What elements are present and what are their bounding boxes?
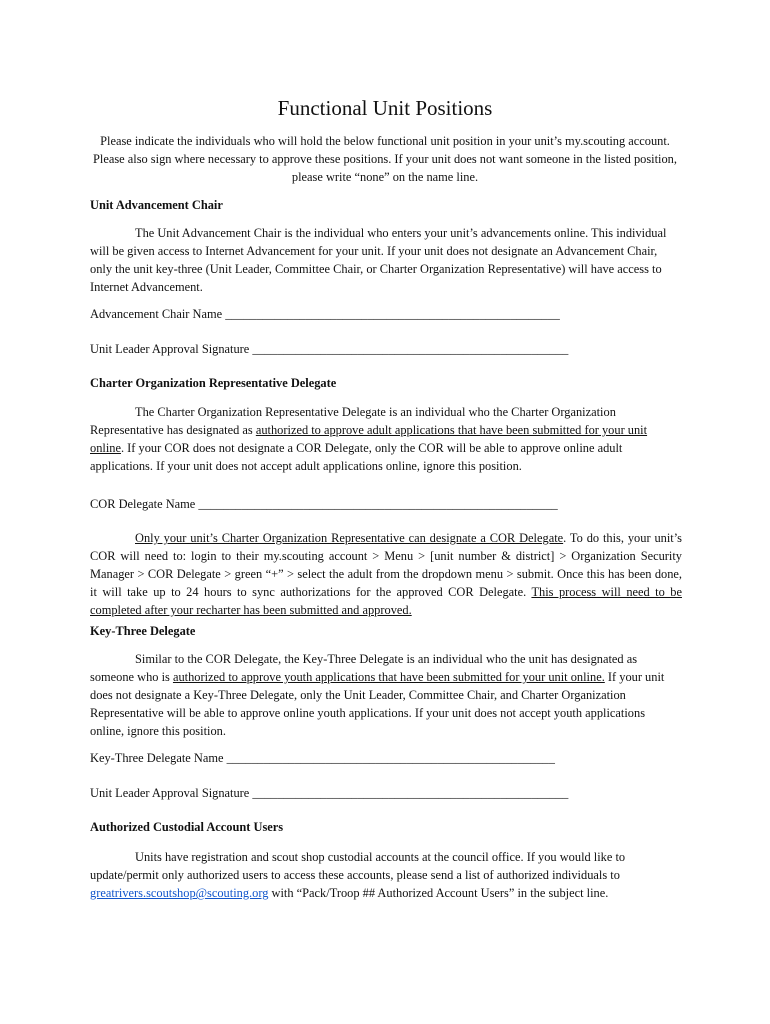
key-three-signature-line[interactable]: Unit Leader Approval Signature ___________________________________________________ (90, 786, 569, 800)
cor-delegate-name-line[interactable]: COR Delegate Name __________________________________________________________ (90, 497, 558, 511)
page-title: Functional Unit Positions (277, 96, 493, 120)
intro-paragraph: Please indicate the individuals who will hold the below functional unit position in your unit’s my.scouting account. Please also sign where necessary to approve these positions. If your unit does not want someone in the listed position, please write “none” on the name line. (93, 134, 677, 184)
advancement-signature-line[interactable]: Unit Leader Approval Signature ___________________________________________________ (90, 342, 569, 356)
cor-delegate-heading: Charter Organization Representative Delegate (90, 376, 337, 390)
custodial-paragraph: Units have registration and scout shop custodial accounts at the council office. If you would like to update/permit only authorized users to access these accounts, please send a list of authorized individuals to greatrivers.scoutshop@scouting.org with “Pack/Troop ## Authorized Account Users” in the subject line. (90, 850, 626, 900)
cor-only-note: Only your unit’s Charter Organization Representative can designate a COR Delegate (135, 531, 564, 545)
cor-delegate-instructions: Only your unit’s Charter Organization Representative can designate a COR Delegate. To do this, your unit’s COR will need to: login to their my.scouting account > Menu > [unit number & district] > Organization Security Manager > COR Delegate > green “+” > select the adult from the dropdown menu > submit. Once this has been done, it will take up to 24 hours to sync authorizations for the approved COR Delegate. This process will need to be completed after your recharter has been submitted and approved. (90, 531, 682, 617)
advancement-heading: Unit Advancement Chair (90, 198, 223, 212)
advancement-paragraph: The Unit Advancement Chair is the individual who enters your unit’s advancements online. This individual will be given access to Internet Advancement for your unit. If your unit does not designate an Advancement Chair, only the unit key-three (Unit Leader, Committee Chair, or Charter Organization Representative) will have access to Internet Advancement. (90, 226, 667, 294)
key-three-paragraph: Similar to the COR Delegate, the Key-Three Delegate is an individual who the unit has designated as someone who is authorized to approve youth applications that have been submitted for your unit online. If your unit does not designate a Key-Three Delegate, only the Unit Leader, Committee Chair, and Charter Organization Representative will be able to approve online youth applications. If your unit does not accept youth applications online, ignore this position. (90, 652, 665, 738)
custodial-heading: Authorized Custodial Account Users (90, 820, 284, 834)
cor-authorized-text: authorized to approve adult applications that have been submitted for your unit online (90, 423, 648, 455)
key-three-heading: Key-Three Delegate (90, 624, 196, 638)
recharter-note: This process will need to be completed after your recharter has been submitted and approved. (90, 585, 682, 617)
advancement-chair-name-line[interactable]: Advancement Chair Name ______________________________________________________ (90, 307, 560, 321)
cor-delegate-paragraph: The Charter Organization Representative Delegate is an individual who the Charter Organization Representative has designated as authorized to approve adult applications that have been submitted for your unit online. If your COR does not designate a COR Delegate, only the COR will be able to approve online adult applications. If your unit does not accept adult applications online, ignore this position. (90, 405, 648, 473)
scoutshop-email-link[interactable]: greatrivers.scoutshop@scouting.org (90, 886, 269, 900)
key-three-authorized-text: authorized to approve youth applications that have been submitted for your unit online. (172, 670, 605, 684)
key-three-name-line[interactable]: Key-Three Delegate Name _____________________________________________________ (90, 751, 555, 765)
